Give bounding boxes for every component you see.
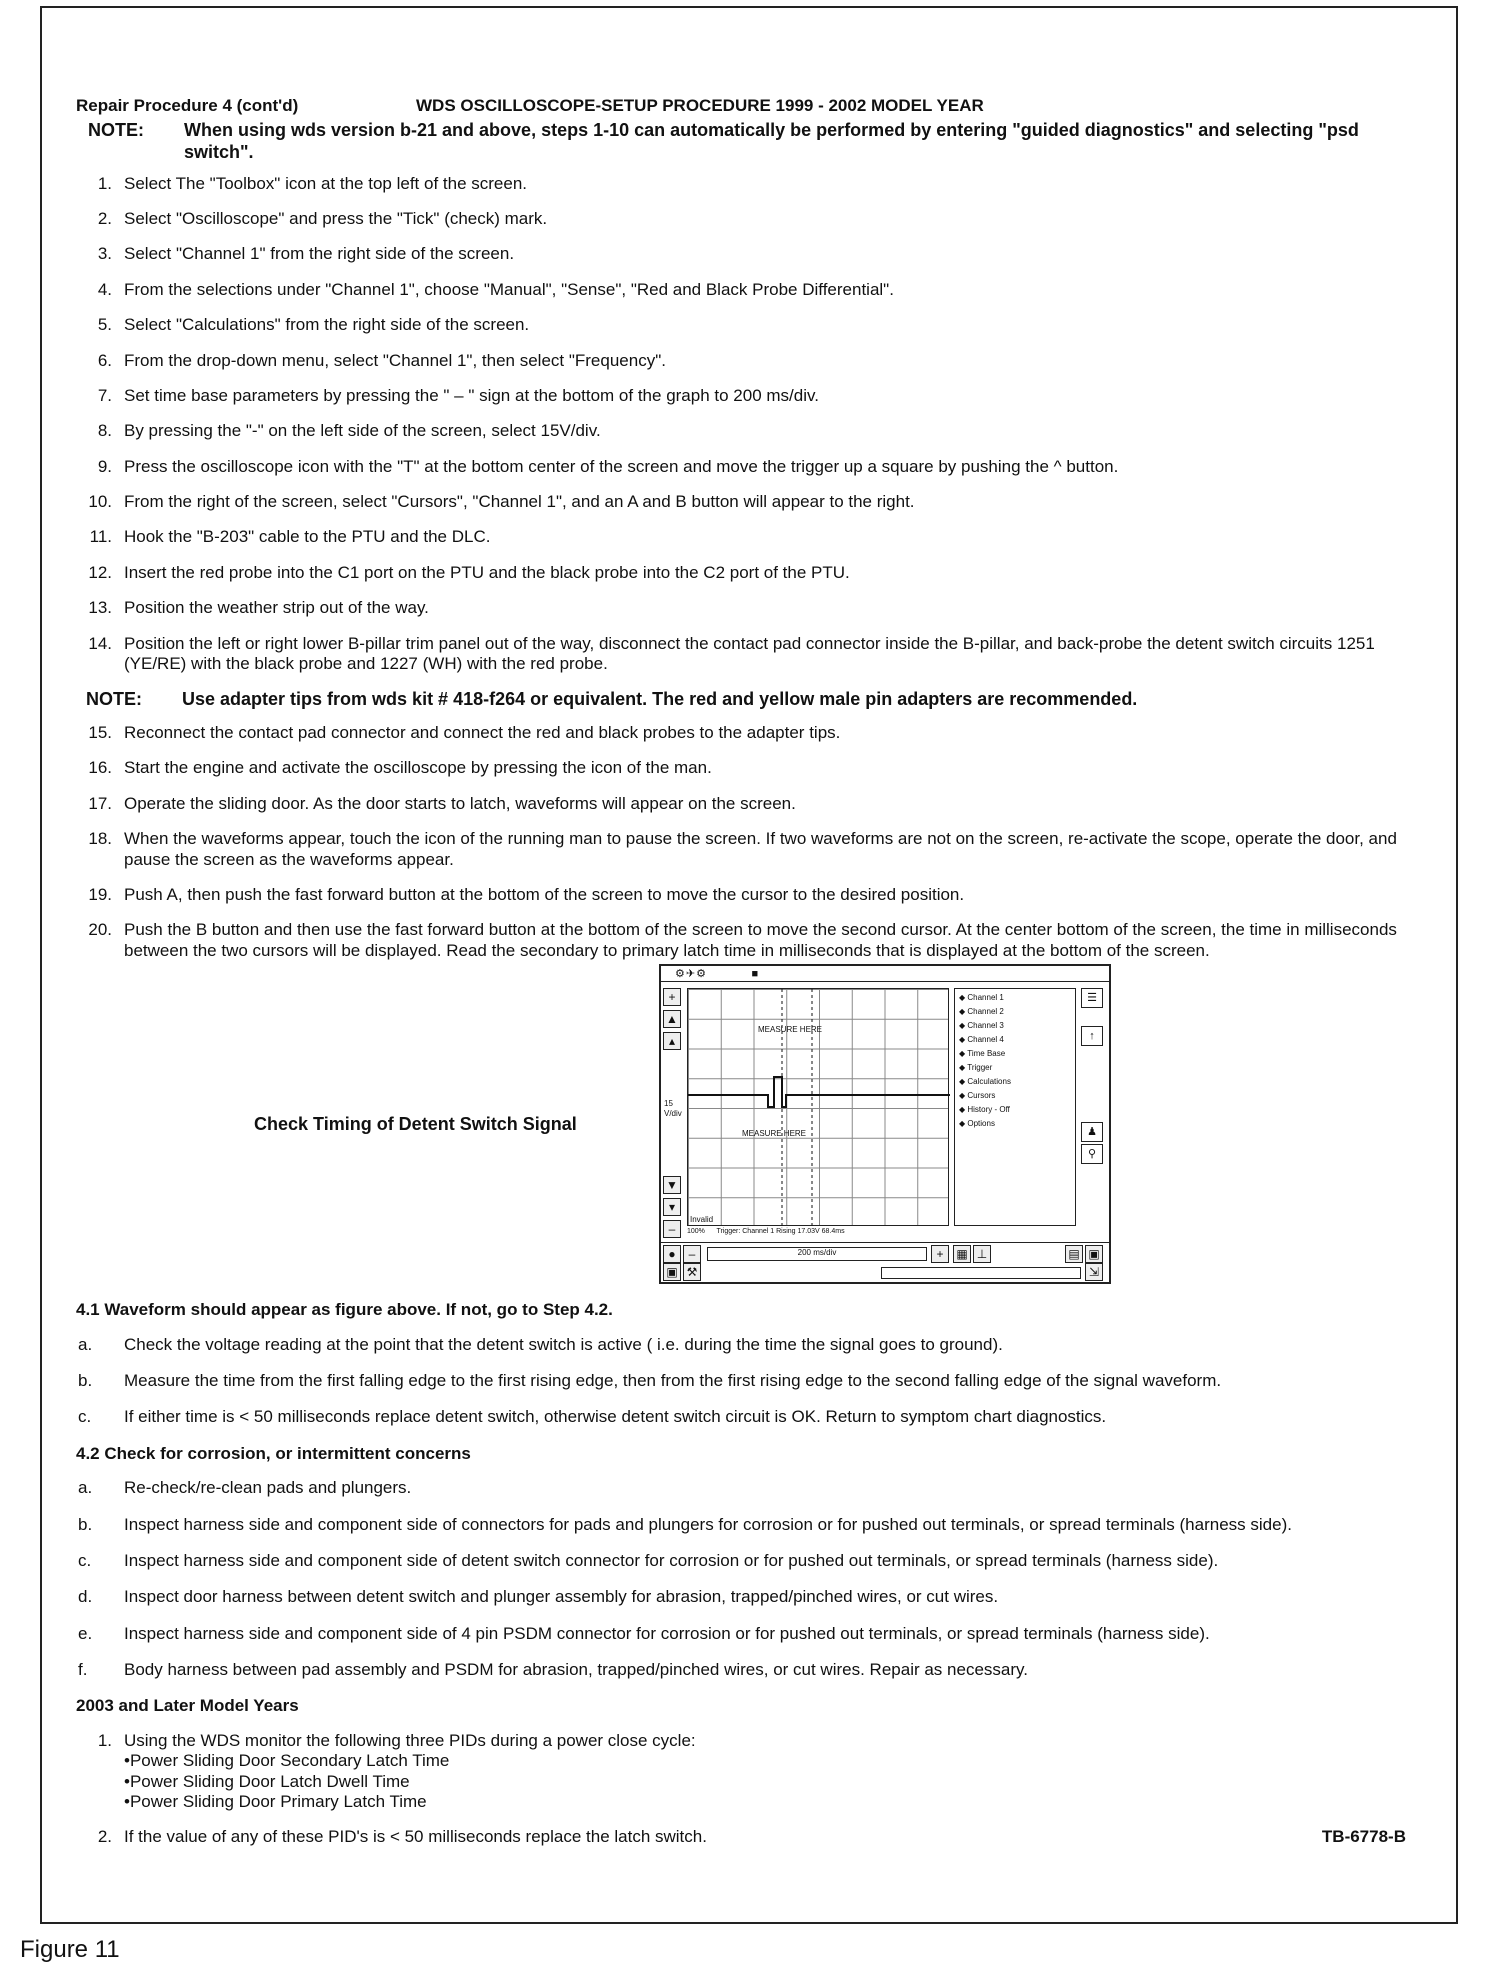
pid-item: • Power Sliding Door Primary Latch Time <box>124 1792 1406 1812</box>
item-text: Inspect harness side and component side of detent switch connector for corrosion or for pushed out terminals, or spread terminals (harness side). <box>124 1550 1219 1570</box>
step-number: 11. <box>89 527 112 547</box>
step-text-wrap <box>124 1731 1406 1813</box>
step-4 <box>76 280 1406 300</box>
up-arrow-icon[interactable]: ↑ <box>1081 1026 1103 1046</box>
channel-menu <box>954 988 1076 1226</box>
section-2003-title: 2003 and Later Model Years <box>76 1696 299 1716</box>
note-tag: NOTE: <box>86 689 142 710</box>
step-number: 1. <box>97 173 112 193</box>
measure-label-top: MEASURE HERE <box>758 1025 823 1035</box>
pid-item: • Power Sliding Door Secondary Latch Time <box>124 1751 1406 1771</box>
step-text: Push A, then push the fast forward button at the bottom of the screen to move the cursor to the desired position. <box>124 884 965 904</box>
diamond-icon: ◆ <box>959 993 968 1003</box>
sec42-item <box>76 1587 1406 1607</box>
step-number: 7. <box>97 385 112 405</box>
document-body <box>76 96 1406 1863</box>
sec42-item <box>76 1515 1406 1535</box>
minus-button[interactable]: – <box>663 1220 681 1238</box>
step-number: 8. <box>97 421 112 441</box>
step-number: 6. <box>97 350 112 370</box>
diamond-icon: ◆ <box>959 1007 968 1017</box>
trigger-status: Trigger: Channel 1 Rising 17.03V 68.4ms <box>716 1228 845 1236</box>
item-letter: a. <box>78 1478 93 1498</box>
step-number: 14. <box>88 633 112 653</box>
channel-menu-label: Channel 4 <box>967 1035 1004 1045</box>
step-text: Set time base parameters by pressing the " – " sign at the bottom of the graph to 200 ms/div. <box>124 385 819 405</box>
item-text: Measure the time from the first falling edge to the first rising edge, then from the first rising edge to the second falling edge of the signal waveform. <box>124 1370 1222 1390</box>
item-letter: a. <box>78 1334 93 1354</box>
page-title: WDS OSCILLOSCOPE-SETUP PROCEDURE 1999 - 2002 MODEL YEAR <box>416 96 984 115</box>
step-b-1 <box>76 723 1406 743</box>
invalid-label: Invalid <box>690 1215 714 1225</box>
figure-caption: Check Timing of Detent Switch Signal <box>254 1114 577 1135</box>
step-8 <box>76 421 1406 441</box>
pid-item: • Power Sliding Door Latch Dwell Time <box>124 1772 1406 1792</box>
step-text: If the value of any of these PID's is < 50 milliseconds replace the latch switch. <box>124 1827 707 1847</box>
step-number: 4. <box>97 279 112 299</box>
sec41-item <box>76 1335 1406 1355</box>
section-4-2-title: 4.2 Check for corrosion, or intermittent concerns <box>76 1443 471 1463</box>
item-text: Inspect harness side and component side of 4 pin PSDM connector for corrosion or for pushed out terminals, or spread terminals (harness side). <box>124 1623 1210 1643</box>
print-icon[interactable]: ▤ <box>1065 1245 1083 1263</box>
channel-menu-item[interactable] <box>959 993 1075 1003</box>
item-letter: e. <box>78 1623 93 1643</box>
trigger-t-button[interactable]: ⊥ <box>973 1245 991 1263</box>
step-number: 5. <box>97 315 112 335</box>
step-7 <box>76 386 1406 406</box>
timebase-plus-button[interactable]: + <box>931 1245 949 1263</box>
step-text: Push the B button and then use the fast forward button at the bottom of the screen to move the second cursor. At the center bottom of the screen, the time in milliseconds between the two cursors will be displayed. Read the secondary to primary latch time in milliseconds that is displayed at the bottom of the screen. <box>124 920 1397 960</box>
figure-label: Figure 11 <box>20 1936 120 1963</box>
step-11 <box>76 527 1406 547</box>
channel-menu-label: Channel 2 <box>967 1007 1004 1017</box>
step-b-5 <box>76 885 1406 905</box>
step-9 <box>76 457 1406 477</box>
status-field <box>881 1267 1081 1279</box>
step-number: 18. <box>88 829 112 849</box>
channel-menu-item[interactable] <box>959 1049 1075 1059</box>
channel-menu-label: Channel 3 <box>967 1021 1004 1031</box>
channel-menu-label: Cursors <box>967 1091 996 1101</box>
step-text: Hook the "B-203" cable to the PTU and the DLC. <box>124 527 491 547</box>
item-text: Re-check/re-clean pads and plungers. <box>124 1478 412 1498</box>
sec42-item <box>76 1551 1406 1571</box>
step-text: Start the engine and activate the oscilloscope by pressing the icon of the man. <box>124 758 712 778</box>
section-4-2-list <box>76 1478 1406 1680</box>
diamond-icon: ◆ <box>959 1091 968 1101</box>
step-b-2 <box>76 758 1406 778</box>
step-number: 3. <box>97 244 112 264</box>
scroll-down-fast-button[interactable]: ▾ <box>663 1198 681 1216</box>
sec42-item <box>76 1660 1406 1680</box>
trigger-bar <box>687 1228 949 1236</box>
diamond-icon: ◆ <box>959 1035 968 1045</box>
note-text: When using wds version b-21 and above, steps 1-10 can automatically be performed by entering "guided diagnostics" and selecting "psd switch". <box>184 120 1359 162</box>
scope-bottom-bar <box>661 1242 1109 1282</box>
channel-menu-item[interactable] <box>959 1119 1075 1129</box>
step-number: 2. <box>97 1827 112 1847</box>
header <box>76 96 1406 116</box>
item-text: Inspect harness side and component side of connectors for pads and plungers for corrosion or for pushed out terminals, or spread terminals (harness side). <box>124 1514 1292 1534</box>
step-text: From the right of the screen, select "Cursors", "Channel 1", and an A and B button will appear to the right. <box>124 492 915 512</box>
step-number: 17. <box>88 793 112 813</box>
step-b-3 <box>76 794 1406 814</box>
step-number: 9. <box>97 456 112 476</box>
item-letter: c. <box>78 1550 92 1570</box>
item-text: Check the voltage reading at the point that the detent switch is active ( i.e. during the time the signal goes to ground). <box>124 1334 1003 1354</box>
step-text: When the waveforms appear, touch the icon of the running man to pause the screen. If two waveforms are not on the screen, re-activate the scope, operate the door, and pause the screen as the waveforms appear. <box>124 829 1397 869</box>
trigger-scope-icon[interactable]: ▦ <box>953 1245 971 1263</box>
scope-toolbar <box>661 966 1109 982</box>
document-id: TB-6778-B <box>1321 1827 1406 1847</box>
item-text: If either time is < 50 milliseconds replace detent switch, otherwise detent switch circuit is OK. Return to symptom chart diagnostics. <box>124 1407 1107 1427</box>
step-text: Select "Calculations" from the right side of the screen. <box>124 315 530 335</box>
record-icon[interactable]: ● <box>663 1245 681 1263</box>
channel-menu-label: Options <box>967 1119 995 1129</box>
step-text: Position the weather strip out of the way. <box>124 598 429 618</box>
pid-list <box>124 1751 1406 1812</box>
channel-menu-label: Calculations <box>967 1077 1011 1087</box>
timebase-minus-button[interactable]: – <box>683 1245 701 1263</box>
section-4-1-list <box>76 1335 1406 1428</box>
step-3 <box>76 244 1406 264</box>
oscilloscope-screen <box>659 964 1111 1284</box>
step-10 <box>76 492 1406 512</box>
step-text: Insert the red probe into the C1 port on the PTU and the black probe into the C2 port of the PTU. <box>124 562 850 582</box>
diamond-icon: ◆ <box>959 1119 968 1129</box>
save-icon[interactable]: ▣ <box>1085 1245 1103 1263</box>
sec41-item <box>76 1371 1406 1391</box>
channel-menu-item[interactable] <box>959 1007 1075 1017</box>
step-number: 16. <box>88 758 112 778</box>
channel-menu-label: Time Base <box>967 1049 1006 1059</box>
channel-menu-item[interactable] <box>959 1063 1075 1073</box>
list-icon[interactable]: ☰ <box>1081 988 1103 1008</box>
step-text: Select "Channel 1" from the right side of the screen. <box>124 244 515 264</box>
step-text: Select "Oscilloscope" and press the "Tick" (check) mark. <box>124 208 548 228</box>
figure <box>76 964 1406 1294</box>
step-number: 2. <box>97 208 112 228</box>
item-letter: f. <box>78 1660 88 1680</box>
note-text: Use adapter tips from wds kit # 418-f264 or equivalent. The red and yellow male pin adapters are recommended. <box>182 689 1138 710</box>
step-text: Select The "Toolbox" icon at the top left of the screen. <box>124 173 527 193</box>
note-tag: NOTE: <box>88 120 144 141</box>
sec41-item <box>76 1407 1406 1427</box>
step-number: 15. <box>88 723 112 743</box>
diamond-icon: ◆ <box>959 1021 968 1031</box>
plus-button[interactable]: + <box>663 988 681 1006</box>
tools-icon[interactable]: ⚒ <box>683 1263 701 1281</box>
header-left: Repair Procedure 4 (cont'd) <box>76 96 299 115</box>
item-text: Inspect door harness between detent switch and plunger assembly for abrasion, trapped/pinched wires, or cut wires. <box>124 1587 999 1607</box>
item-letter: d. <box>78 1587 93 1607</box>
channel-menu-item[interactable] <box>959 1091 1075 1101</box>
zoom-icon[interactable]: ⚲ <box>1081 1144 1103 1164</box>
sec42-item <box>76 1478 1406 1498</box>
diamond-icon: ◆ <box>959 1063 968 1073</box>
steps-list-1 <box>76 174 1406 675</box>
diamond-icon: ◆ <box>959 1105 968 1115</box>
scroll-down-button[interactable]: ▼ <box>663 1176 681 1194</box>
note-guided-diagnostics <box>88 120 1406 163</box>
step-2003-1 <box>76 1731 1406 1813</box>
step-1 <box>76 174 1406 194</box>
step-text: Position the left or right lower B-pillar trim panel out of the way, disconnect the contact pad connector inside the B-pillar, and back-probe the detent switch circuits 1251 (YE/RE) with the black probe and 1227 (WH) with the red probe. <box>124 633 1375 674</box>
step-text: Press the oscilloscope icon with the "T" at the bottom center of the screen and move the trigger up a square by pushing the ^ button. <box>124 456 1119 476</box>
step-6 <box>76 351 1406 371</box>
channel-menu-item[interactable] <box>959 1077 1075 1087</box>
step-13 <box>76 598 1406 618</box>
step-text: Using the WDS monitor the following three PIDs during a power close cycle: <box>124 1730 696 1750</box>
step-number: 10. <box>88 492 112 512</box>
step-2003-2 <box>76 1827 1406 1847</box>
toolbox-icon: ⚙✈⚙ ■ <box>675 968 760 981</box>
step-number: 20. <box>88 920 112 940</box>
step-number: 13. <box>88 598 112 618</box>
step-2 <box>76 209 1406 229</box>
step-text: From the selections under "Channel 1", choose "Manual", "Sense", "Red and Black Probe Differential". <box>124 279 894 299</box>
step-14 <box>76 634 1406 675</box>
scroll-up-fast-button[interactable]: ▲ <box>663 1010 681 1028</box>
zoom-level: 100% <box>687 1228 705 1236</box>
channel-menu-label: Channel 1 <box>967 993 1004 1003</box>
waveform-trace <box>688 1077 950 1107</box>
step-12 <box>76 563 1406 583</box>
section-4-1-title: 4.1 Waveform should appear as figure above. If not, go to Step 4.2. <box>76 1300 613 1320</box>
steps-list-2 <box>76 723 1406 961</box>
running-man-icon[interactable]: ♟ <box>1081 1122 1103 1142</box>
exit-icon[interactable]: ⇲ <box>1085 1263 1103 1281</box>
item-text: Body harness between pad assembly and PSDM for abrasion, trapped/pinched wires, or cut wires. Repair as necessary. <box>124 1660 1028 1680</box>
channel-menu-item[interactable] <box>959 1105 1075 1115</box>
step-b-6 <box>76 920 1406 961</box>
scope-graph <box>664 988 949 1226</box>
step-text: By pressing the "-" on the left side of the screen, select 15V/div. <box>124 421 601 441</box>
book-icon[interactable]: ▣ <box>663 1263 681 1281</box>
volt-div-label: 15 V/div <box>664 1099 682 1118</box>
timebase-field: 200 ms/div <box>707 1247 927 1261</box>
step-text: Reconnect the contact pad connector and connect the red and black probes to the adapter tips. <box>124 723 841 743</box>
diamond-icon: ◆ <box>959 1049 968 1059</box>
step-5 <box>76 315 1406 335</box>
item-letter: b. <box>78 1370 93 1390</box>
diamond-icon: ◆ <box>959 1077 968 1087</box>
note-adapter-tips <box>86 689 1406 711</box>
scroll-up-button[interactable]: ▴ <box>663 1032 681 1050</box>
step-text: From the drop-down menu, select "Channel 1", then select "Frequency". <box>124 350 666 370</box>
step-number: 1. <box>97 1730 112 1750</box>
item-letter: c. <box>78 1407 92 1427</box>
step-text: Operate the sliding door. As the door starts to latch, waveforms will appear on the screen. <box>124 793 796 813</box>
step-number: 12. <box>88 562 112 582</box>
channel-menu-item[interactable] <box>959 1021 1075 1031</box>
measure-label-bottom: MEASURE HERE <box>742 1129 807 1139</box>
sec42-item <box>76 1624 1406 1644</box>
channel-menu-label: Trigger <box>967 1063 993 1073</box>
step-number: 19. <box>88 884 112 904</box>
step-b-4 <box>76 829 1406 870</box>
item-letter: b. <box>78 1514 93 1534</box>
channel-menu-label: History - Off <box>967 1105 1010 1115</box>
channel-menu-item[interactable] <box>959 1035 1075 1045</box>
